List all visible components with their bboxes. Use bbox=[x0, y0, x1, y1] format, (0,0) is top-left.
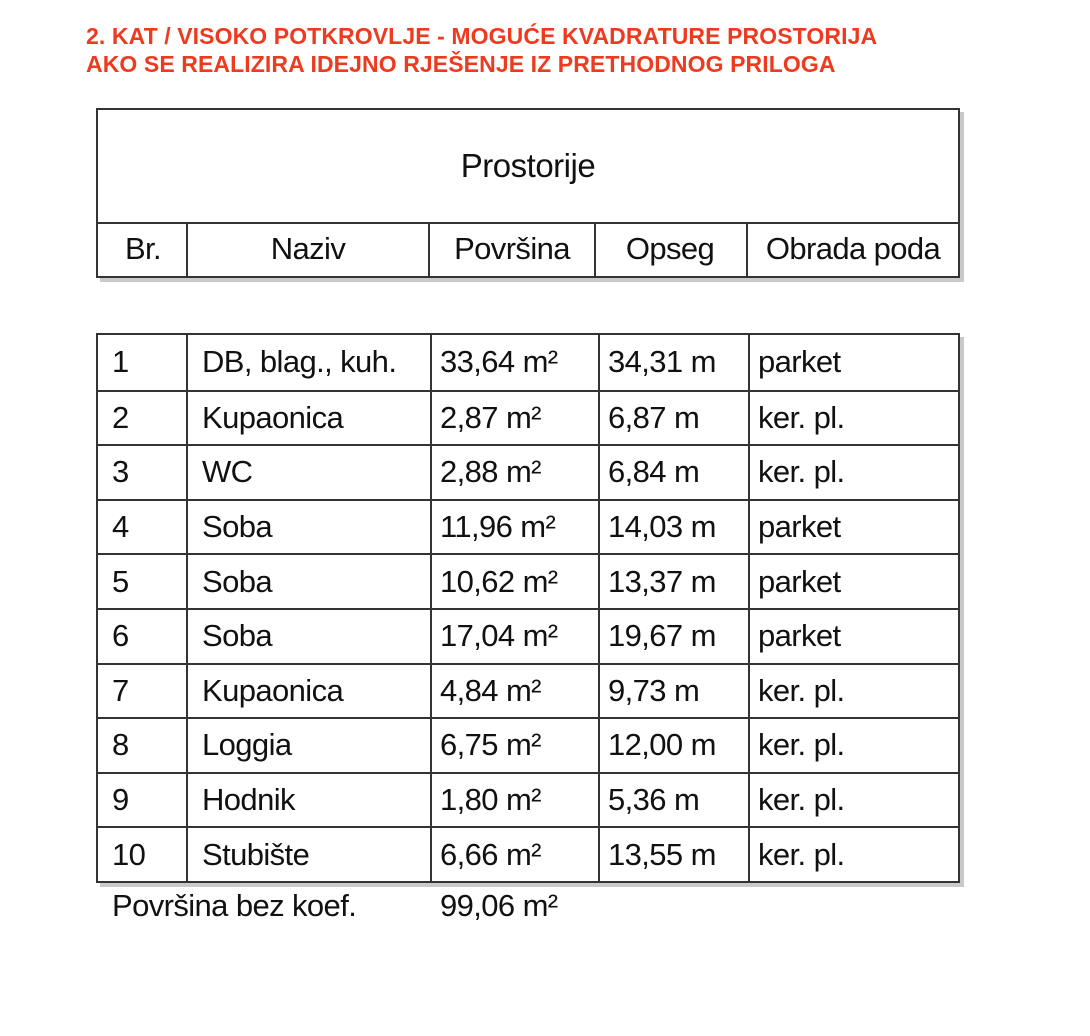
cell-br: 6 bbox=[112, 618, 129, 654]
cell-obrada-poda: ker. pl. bbox=[758, 782, 845, 818]
cell-obrada-poda: parket bbox=[758, 344, 841, 380]
cell-opseg: 5,36 m bbox=[608, 782, 700, 818]
cell-obrada-poda: parket bbox=[758, 563, 841, 599]
table-row bbox=[98, 772, 958, 827]
header-povrsina: Površina bbox=[454, 231, 570, 266]
cell-naziv: Kupaonica bbox=[202, 399, 344, 435]
title-line-2: AKO SE REALIZIRA IDEJNO RJEŠENJE IZ PRETHODNOG PRILOGA bbox=[86, 51, 836, 77]
table-row bbox=[98, 717, 958, 772]
cell-opseg: 6,84 m bbox=[608, 454, 700, 490]
cell-obrada-poda: ker. pl. bbox=[758, 454, 845, 490]
table-row bbox=[98, 499, 958, 554]
title-line-1: 2. KAT / VISOKO POTKROVLJE - MOGUĆE KVADRATURE PROSTORIJA bbox=[86, 23, 878, 49]
table-row bbox=[98, 444, 958, 499]
header-obrada-poda: Obrada poda bbox=[765, 231, 941, 266]
cell-povrsina: 6,75 m² bbox=[440, 727, 541, 763]
cell-povrsina: 2,87 m² bbox=[440, 399, 541, 435]
table-row bbox=[98, 390, 958, 445]
cell-naziv: Hodnik bbox=[202, 782, 295, 818]
cell-povrsina: 33,64 m² bbox=[440, 344, 558, 380]
table-row bbox=[98, 335, 958, 390]
cell-naziv: Kupaonica bbox=[202, 672, 344, 708]
summary-label: Površina bez koef. bbox=[112, 888, 357, 923]
cell-povrsina: 17,04 m² bbox=[440, 618, 558, 654]
cell-opseg: 14,03 m bbox=[608, 509, 716, 545]
header-br: Br. bbox=[124, 231, 162, 266]
cell-obrada-poda: ker. pl. bbox=[758, 836, 845, 872]
cell-naziv: Soba bbox=[202, 618, 272, 654]
cell-povrsina: 4,84 m² bbox=[440, 672, 541, 708]
cell-br: 2 bbox=[112, 399, 129, 435]
cell-opseg: 13,55 m bbox=[608, 836, 716, 872]
cell-obrada-poda: ker. pl. bbox=[758, 399, 845, 435]
cell-br: 1 bbox=[112, 344, 129, 380]
cell-br: 8 bbox=[112, 727, 129, 763]
cell-br: 10 bbox=[112, 836, 146, 872]
cell-naziv: Loggia bbox=[202, 727, 292, 763]
cell-naziv: Soba bbox=[202, 509, 272, 545]
cell-naziv: WC bbox=[202, 454, 253, 490]
cell-povrsina: 11,96 m² bbox=[440, 509, 556, 545]
cell-opseg: 9,73 m bbox=[608, 672, 700, 708]
cell-povrsina: 6,66 m² bbox=[440, 836, 541, 872]
cell-opseg: 6,87 m bbox=[608, 399, 700, 435]
cell-br: 3 bbox=[112, 454, 129, 490]
cell-opseg: 34,31 m bbox=[608, 344, 716, 380]
cell-povrsina: 10,62 m² bbox=[440, 563, 558, 599]
cell-br: 7 bbox=[112, 672, 129, 708]
cell-opseg: 12,00 m bbox=[608, 727, 716, 763]
cell-povrsina: 2,88 m² bbox=[440, 454, 541, 490]
cell-obrada-poda: parket bbox=[758, 509, 841, 545]
cell-br: 5 bbox=[112, 563, 129, 599]
cell-opseg: 13,37 m bbox=[608, 563, 716, 599]
cell-naziv: DB, blag., kuh. bbox=[202, 344, 397, 380]
cell-povrsina: 1,80 m² bbox=[440, 782, 541, 818]
cell-obrada-poda: ker. pl. bbox=[758, 727, 845, 763]
summary-value: 99,06 m² bbox=[440, 888, 558, 923]
cell-naziv: Soba bbox=[202, 563, 272, 599]
document-title bbox=[86, 22, 877, 78]
header-opseg: Opseg bbox=[625, 231, 715, 266]
table-row bbox=[98, 608, 958, 663]
header-naziv: Naziv bbox=[270, 231, 346, 266]
rooms-header-table bbox=[96, 108, 960, 278]
table-row bbox=[98, 663, 958, 718]
cell-opseg: 19,67 m bbox=[608, 618, 716, 654]
table-row bbox=[98, 553, 958, 608]
cell-br: 4 bbox=[112, 509, 129, 545]
cell-obrada-poda: parket bbox=[758, 618, 841, 654]
column-headers bbox=[98, 222, 958, 276]
cell-br: 9 bbox=[112, 782, 129, 818]
rooms-data-table bbox=[96, 333, 960, 883]
table-row bbox=[98, 826, 958, 881]
cell-obrada-poda: ker. pl. bbox=[758, 672, 845, 708]
table-caption: Prostorije bbox=[98, 110, 958, 224]
cell-naziv: Stubište bbox=[202, 836, 310, 872]
